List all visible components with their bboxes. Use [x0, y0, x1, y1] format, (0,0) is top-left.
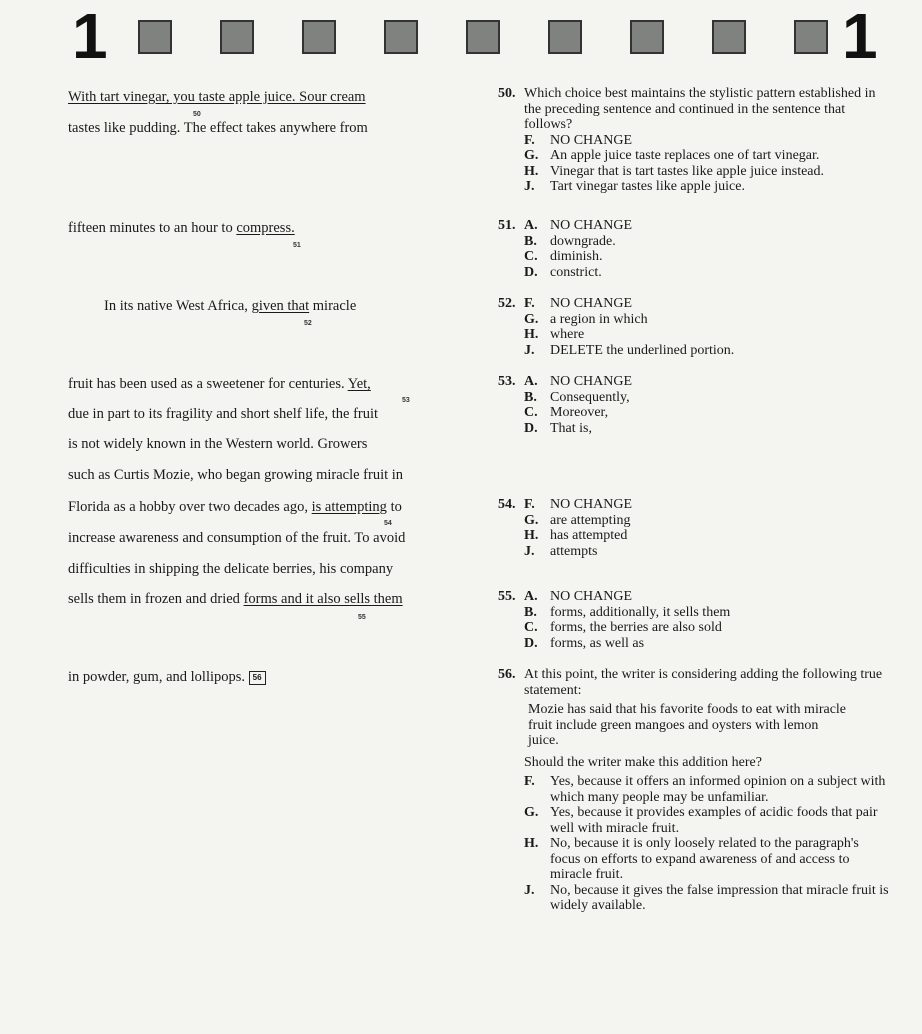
question-50: [498, 86, 890, 195]
question-number: 56.: [498, 667, 516, 682]
answer-option-h[interactable]: H. No, because it is only loosely related to the paragraph's focus on efforts to expand awareness of and access to miracle fruit.: [524, 836, 859, 882]
answer-option-c[interactable]: C. forms, the berries are also sold: [524, 620, 722, 635]
answer-option-c[interactable]: C. Moreover,: [524, 405, 609, 420]
section-number-right: 1: [842, 0, 878, 72]
underlined-portion-51[interactable]: compress.: [236, 220, 295, 236]
passage-line: such as Curtis Mozie, who began growing miracle fruit in: [68, 467, 404, 483]
question-ref-51: 51: [293, 242, 301, 249]
question-ref-50: 50: [193, 111, 201, 118]
question-53: [498, 374, 890, 436]
passage-line: increase awareness and consumption of the fruit. To avoid: [68, 530, 406, 546]
passage-line: fifteen minutes to an hour to compress.: [68, 220, 295, 236]
question-54: [498, 497, 890, 559]
question-ref-54: 54: [384, 520, 392, 527]
answer-option-j[interactable]: J. DELETE the underlined portion.: [524, 342, 735, 358]
question-ref-53: 53: [402, 397, 410, 404]
section-number-left: 1: [72, 0, 108, 72]
question-ref-55: 55: [358, 614, 366, 621]
underlined-portion-54[interactable]: is attempting: [311, 499, 387, 515]
answer-option-j[interactable]: J. Tart vinegar tastes like apple juice.: [524, 179, 745, 194]
header-square-marker: [712, 20, 746, 54]
passage-line: due in part to its fragility and short shelf life, the fruit: [68, 406, 379, 422]
answer-option-f[interactable]: F. Yes, because it offers an informed opinion on a subject with which many people may be unfamiliar.: [524, 774, 886, 805]
answer-option-b[interactable]: B. forms, additionally, it sells them: [524, 604, 731, 620]
question-stem: At this point, the writer is considering adding the following true statement:: [524, 667, 883, 698]
passage-line: is not widely known in the Western world. Growers: [68, 436, 368, 452]
underlined-portion-52[interactable]: given that: [251, 298, 310, 314]
answer-option-h[interactable]: H. has attempted: [524, 528, 628, 543]
header-square-marker: [630, 20, 664, 54]
passage-line: fruit has been used as a sweetener for centuries. Yet,: [68, 376, 371, 392]
answer-option-f[interactable]: 52. F. NO CHANGE: [498, 296, 633, 311]
passage-line: tastes like pudding. The effect takes anywhere from: [68, 120, 368, 136]
answer-option-d[interactable]: D. That is,: [524, 420, 592, 436]
underlined-portion-50[interactable]: With tart vinegar, you taste apple juice. Sour cream: [68, 89, 366, 105]
question-stem: Which choice best maintains the stylistic pattern established in the preceding sentence and continued in the sentence that follows?: [524, 86, 876, 132]
answer-option-g[interactable]: G. a region in which: [524, 311, 648, 327]
answer-option-a[interactable]: 51. A. NO CHANGE: [498, 218, 633, 233]
answer-option-h[interactable]: H. Vinegar that is tart tastes like apple juice instead.: [524, 163, 825, 179]
answer-option-b[interactable]: B. Consequently,: [524, 389, 630, 405]
answer-option-h[interactable]: H. where: [524, 327, 585, 342]
answer-option-a[interactable]: 55. A. NO CHANGE: [498, 589, 633, 604]
answer-option-c[interactable]: C. diminish.: [524, 249, 603, 264]
answer-option-g[interactable]: G. An apple juice taste replaces one of tart vinegar.: [524, 148, 820, 163]
underlined-portion-53[interactable]: Yet,: [347, 376, 371, 392]
header-square-marker: [466, 20, 500, 54]
answer-option-a[interactable]: 53. A. NO CHANGE: [498, 374, 633, 389]
question-51: [498, 218, 890, 280]
answer-option-f[interactable]: 54. F. NO CHANGE: [498, 497, 633, 512]
answer-option-d[interactable]: D. forms, as well as: [524, 635, 645, 651]
passage-line: [68, 88, 366, 106]
question-55: [498, 589, 890, 651]
underlined-portion-55[interactable]: forms and it also sells them: [243, 591, 403, 607]
question-56: [498, 667, 890, 914]
proposed-statement: Mozie has said that his favorite foods to eat with miracle fruit include green mangoes and oysters with lemon juice.: [528, 702, 847, 748]
passage-line: Florida as a hobby over two decades ago, is attempting to: [68, 499, 402, 515]
answer-option-d[interactable]: D. constrict.: [524, 264, 602, 280]
passage-line: In its native West Africa, given that miracle: [104, 298, 357, 314]
passage-line: sells them in frozen and dried forms and it also sells them: [68, 591, 403, 607]
answer-option-f[interactable]: F. NO CHANGE: [524, 132, 633, 148]
header-square-marker: [548, 20, 582, 54]
passage-line: difficulties in shipping the delicate berries, his company: [68, 561, 394, 577]
question-followup: Should the writer make this addition here?: [524, 754, 762, 770]
answer-option-g[interactable]: G. Yes, because it provides examples of acidic foods that pair well with miracle fruit.: [524, 805, 878, 836]
answer-option-g[interactable]: G. are attempting: [524, 512, 631, 528]
passage-column: [68, 0, 458, 1034]
question-ref-box-56[interactable]: 56: [249, 671, 266, 685]
answer-option-j[interactable]: J. attempts: [524, 543, 598, 559]
header-square-marker: [794, 20, 828, 54]
question-number: 50.: [498, 86, 516, 101]
answer-option-b[interactable]: B. downgrade.: [524, 233, 616, 249]
question-ref-52: 52: [304, 320, 312, 327]
passage-line: in powder, gum, and lollipops. 56: [68, 668, 266, 686]
question-52: [498, 296, 890, 358]
answer-option-j[interactable]: J. No, because it gives the false impression that miracle fruit is widely available.: [524, 882, 889, 913]
